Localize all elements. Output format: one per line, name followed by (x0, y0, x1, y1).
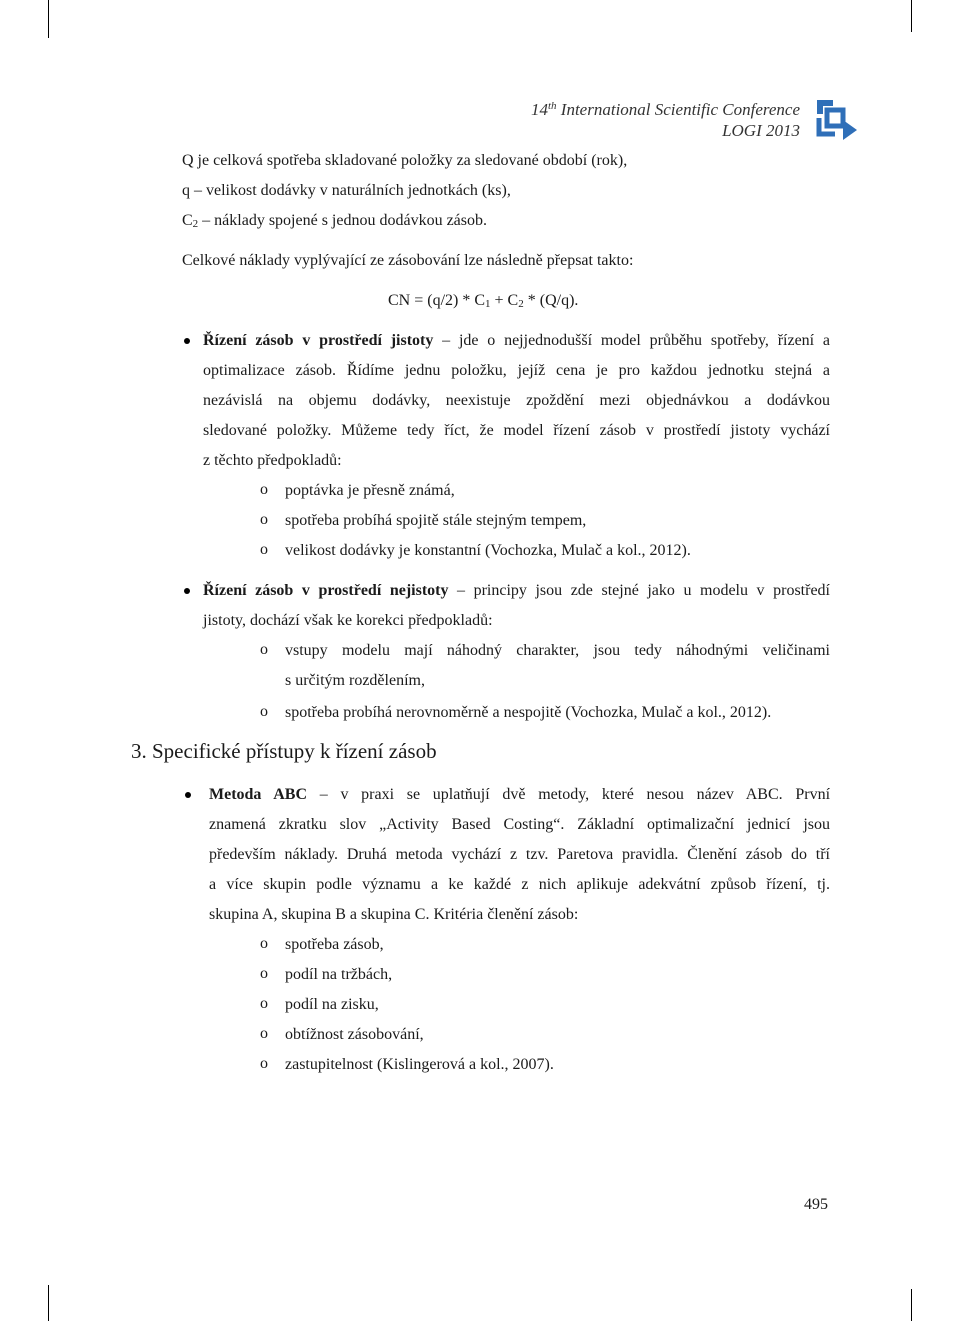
section2-title: Řízení zásob v prostředí nejistoty (203, 582, 449, 599)
crop-mark (48, 0, 49, 38)
list-item: podíl na zisku, (285, 996, 379, 1013)
list-item: vstupy modelu mají náhodný charakter, jsou tedy náhodnými veličinami (285, 642, 830, 659)
list-marker: o (260, 481, 268, 498)
section1-line2: optimalizace zásob. Řídíme jednu položku, jejíž cena je pro každou jednotku stejná a (203, 362, 830, 379)
bullet-icon (184, 588, 190, 594)
section3-line4: a více skupin podle významu a ke každé z nich aplikuje adekvátní způsob řízení, tj. (209, 876, 830, 893)
total-cost-intro: Celkové náklady vyplývající ze zásobování lze následně přepsat takto: (182, 252, 634, 269)
bullet-icon (185, 792, 191, 798)
section3-line1 (209, 785, 830, 805)
conference-number: 14 (530, 100, 548, 119)
section2-text: – principy jsou zde stejné jako u modelu v prostředí (448, 582, 830, 599)
list-marker: o (260, 703, 268, 720)
conference-ordinal: th (547, 100, 557, 112)
section3-line2: znamená zkratku slov „Activity Based Costing“. Základní optimalizační jednicí jsou (209, 816, 830, 833)
conference-header (531, 100, 800, 120)
page-number: 495 (804, 1196, 828, 1213)
section1-line4: sledované položky. Můžeme tedy říct, že model řízení zásob v prostředí jistoty vychází (203, 422, 830, 439)
crop-mark (911, 0, 912, 32)
c2-description: – náklady spojené s jednou dodávkou zásob. (198, 212, 487, 229)
logi-logo-icon (813, 96, 861, 142)
list-marker: o (260, 1025, 268, 1042)
c-symbol: C (182, 212, 193, 229)
conference-short-title: LOGI 2013 (722, 121, 800, 140)
bullet-icon (184, 338, 190, 344)
section1-line1 (203, 331, 830, 351)
section3-title: Metoda ABC (209, 786, 308, 803)
list-marker: o (260, 995, 268, 1012)
list-marker: o (260, 541, 268, 558)
section2-line2: jistoty, dochází však ke korekci předpokladů: (203, 612, 493, 629)
list-item: obtížnost zásobování, (285, 1026, 424, 1043)
list-item: podíl na tržbách, (285, 966, 393, 983)
section3-line3: především náklady. Druhá metoda vychází z tzv. Paretova pravidla. Členění zásob do tří (209, 846, 830, 863)
formula-subscript: 1 (485, 298, 491, 310)
section2-line1 (203, 581, 830, 601)
list-item: spotřeba zásob, (285, 936, 384, 953)
list-marker: o (260, 935, 268, 952)
list-item: zastupitelnost (Kislingerová a kol., 2007). (285, 1056, 554, 1073)
list-item: velikost dodávky je konstantní (Vochozka, Mulač a kol., 2012). (285, 542, 691, 559)
definition-c2 (182, 211, 487, 231)
definition-q: Q je celková spotřeba skladované položky za sledované období (rok), (182, 152, 628, 169)
section1-title: Řízení zásob v prostředí jistoty (203, 332, 434, 349)
section1-line3: nezávislá na objemu dodávky, neexistuje zpoždění mezi objednávkou a dodávkou (203, 392, 830, 409)
section1-text: – jde o nejjednodušší model průběhu spotřeby, řízení a (433, 332, 831, 349)
c-subscript: 2 (192, 218, 199, 230)
formula-part: * (Q/q). (523, 292, 579, 309)
list-item-continued: s určitým rozdělením, (285, 672, 425, 689)
list-marker: o (260, 511, 268, 528)
section1-line5: z těchto předpokladů: (203, 452, 342, 469)
total-cost-formula (388, 291, 578, 311)
list-marker: o (260, 1055, 268, 1072)
formula-subscript: 2 (518, 298, 524, 310)
section3-text: – v praxi se uplatňují dvě metody, které nesou název ABC. První (307, 786, 831, 803)
conference-title: International Scientific Conference (556, 100, 800, 119)
section3-line5: skupina A, skupina B a skupina C. Kritéria členění zásob: (209, 906, 579, 923)
formula-part: + C (490, 292, 519, 309)
crop-mark (48, 1285, 49, 1321)
list-marker: o (260, 641, 268, 658)
section-heading: 3. Specifické přístupy k řízení zásob (131, 739, 437, 763)
crop-mark (911, 1289, 912, 1321)
definition-small-q: q – velikost dodávky v naturálních jednotkách (ks), (182, 182, 511, 199)
list-marker: o (260, 965, 268, 982)
list-item: spotřeba probíhá spojitě stále stejným tempem, (285, 512, 587, 529)
formula-part: CN = (q/2) * C (388, 292, 486, 309)
list-item: poptávka je přesně známá, (285, 482, 455, 499)
list-item: spotřeba probíhá nerovnoměrně a nespojitě (Vochozka, Mulač a kol., 2012). (285, 704, 772, 721)
